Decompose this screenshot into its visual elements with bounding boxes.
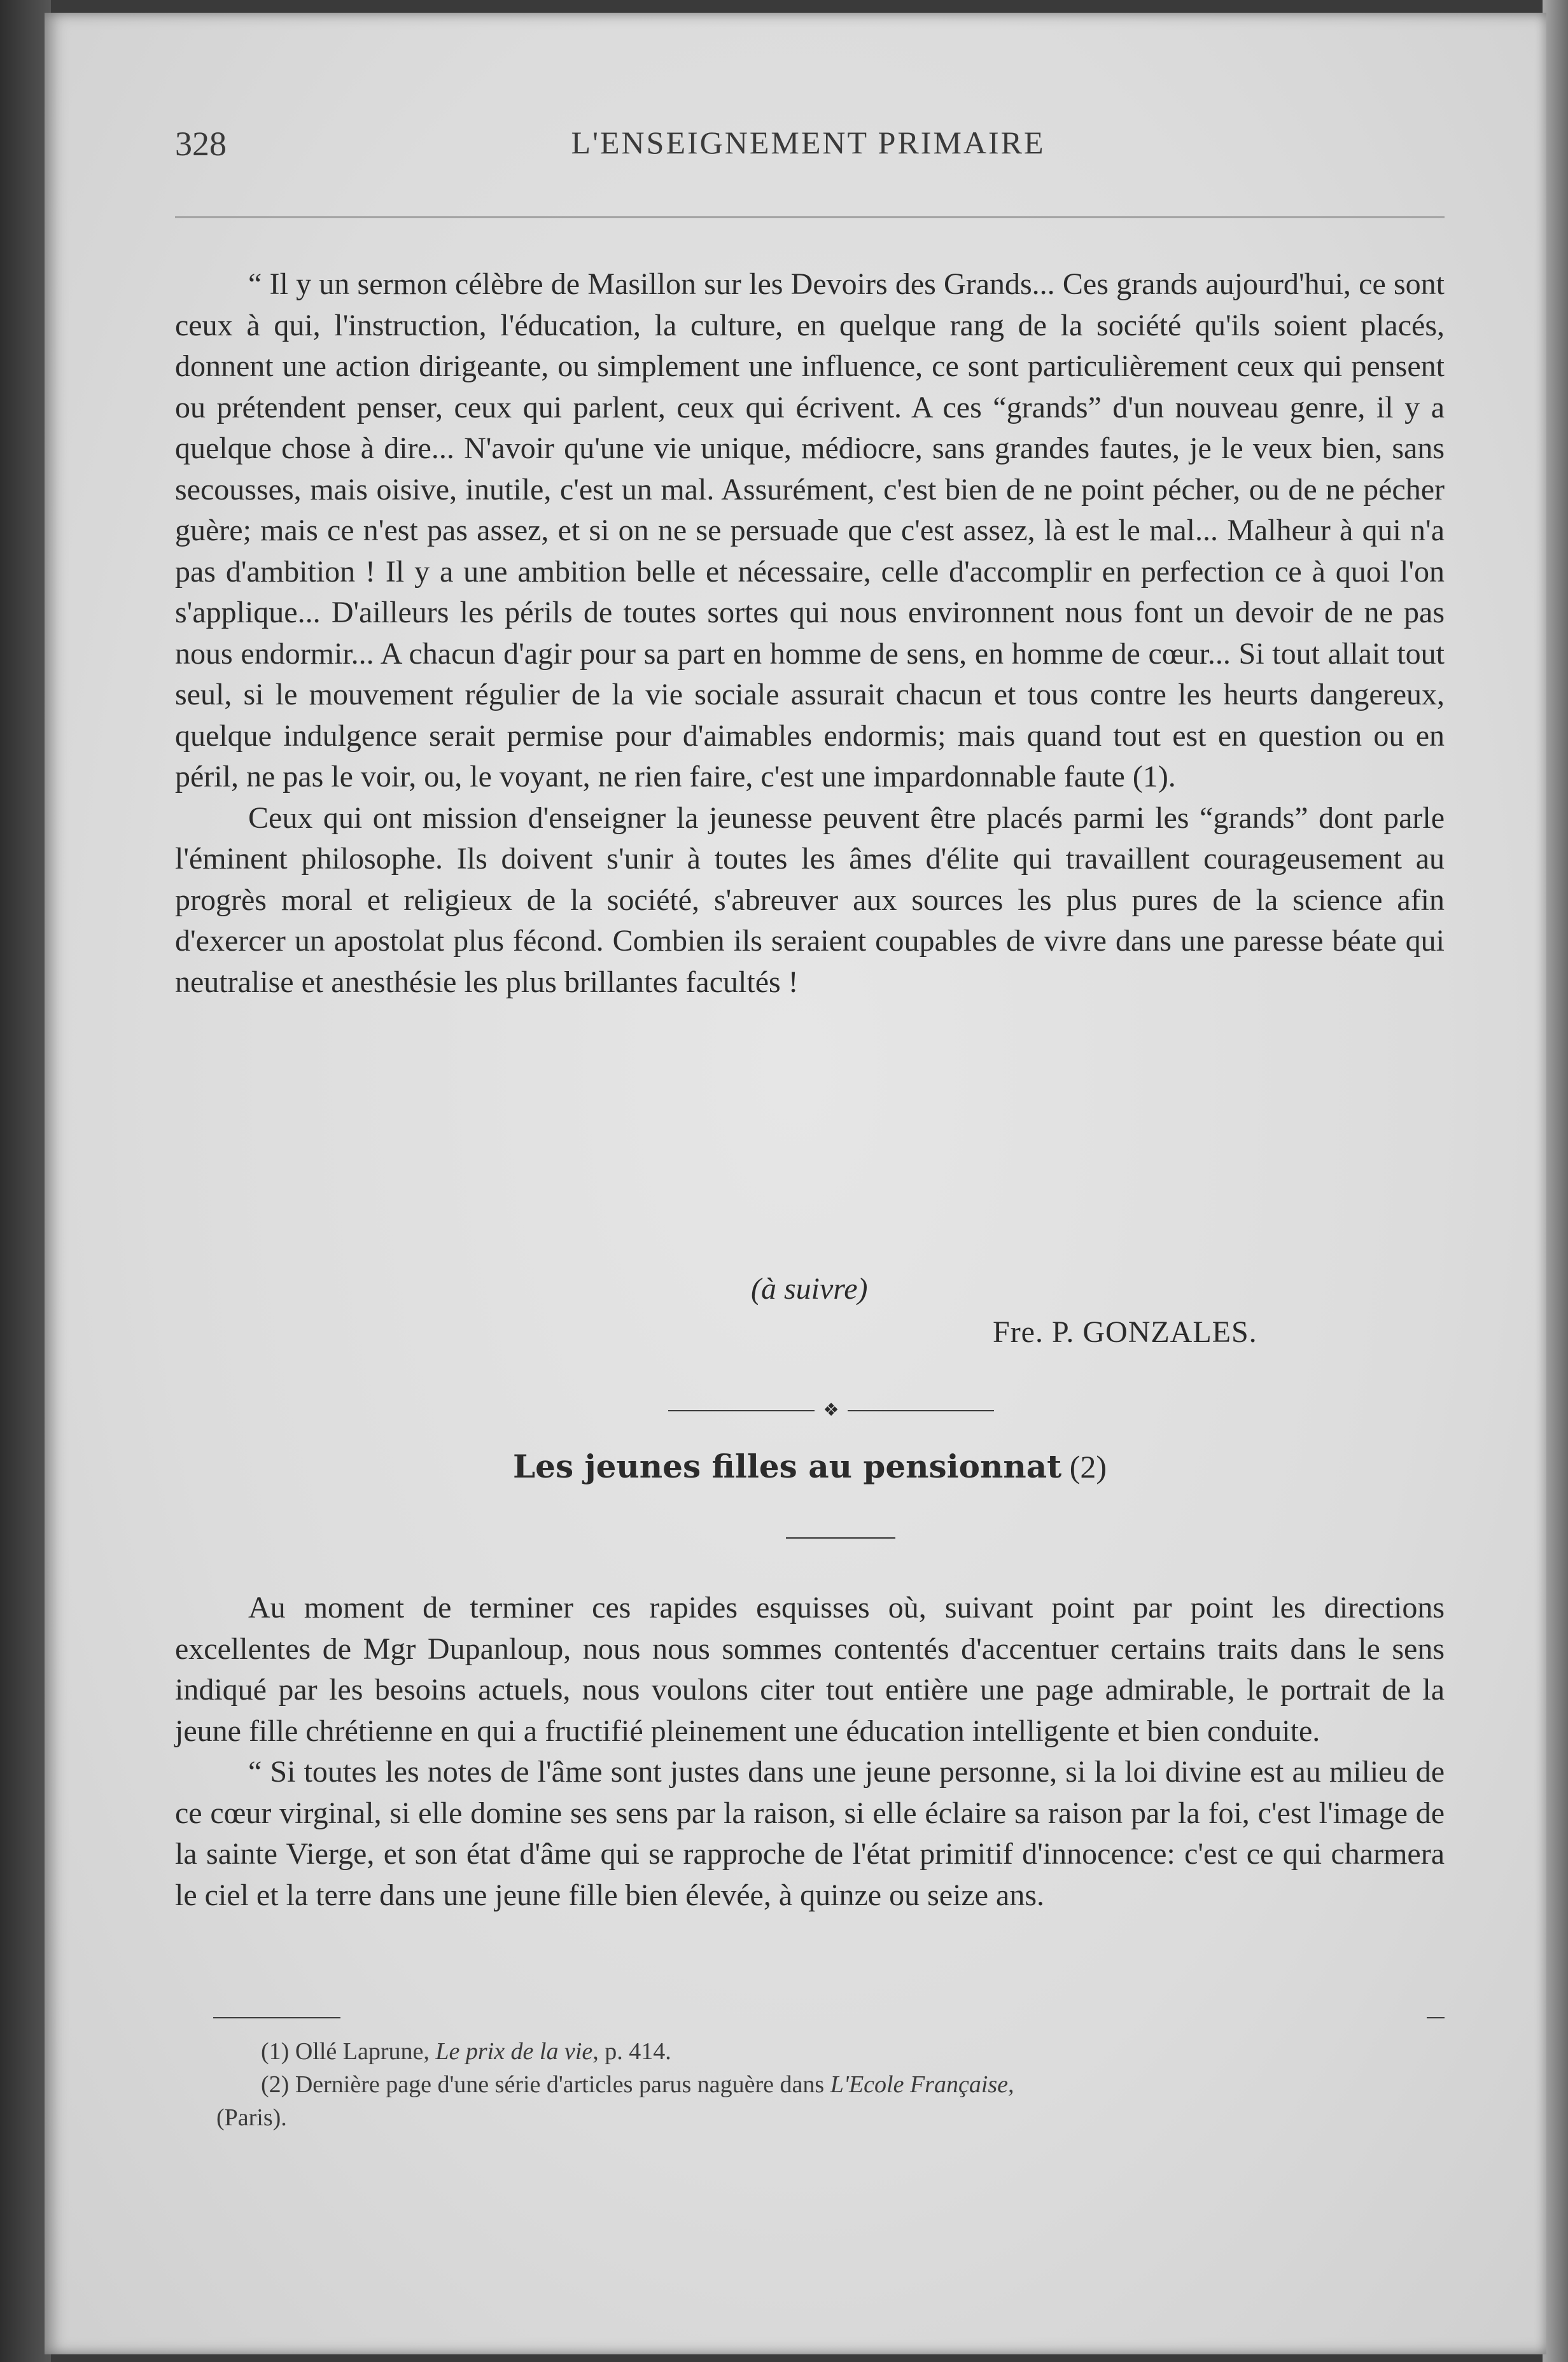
article-title-text: Les jeunes filles au pensionnat	[513, 1448, 1062, 1485]
footnote-mark: (1)	[261, 2038, 290, 2065]
page-number: 328	[175, 125, 227, 163]
article-paragraph: Au moment de terminer ces rapides esquisses où, suivant point par point les directions excellentes de Mgr Dupanloup, nous nous sommes contentés d'accentuer certains traits dans le sens indiqué par les besoins actuels, nous voulons citer tout entière une page admirable, le portrait de la jeune fille chrétienne en qui a fructifié pleinement une éducation intelligente et bien conduite.	[175, 1591, 1445, 1748]
scan-background-right	[1543, 0, 1568, 2362]
ornament-line-right	[848, 1410, 994, 1411]
commentary-paragraph: Ceux qui ont mission d'enseigner la jeunesse peuvent être placés parmi les “grands” dont parle l'éminent philosophe. Ils doivent s'unir à toutes les âmes d'élite qui travaillent courageusement au progrès moral et religieux de la société, s'abreuver aux sources les plus pures de la science afin d'exercer un apostolat plus fécond. Combien ils seraient coupables de vivre dans une paresse béate qui neutralise et anesthésie les plus brillantes facultés !	[175, 800, 1445, 999]
footnote-mark: (2)	[261, 2071, 290, 2098]
footnote-text: (Paris).	[216, 2104, 287, 2131]
article-body	[175, 1588, 1445, 1916]
scan-background-left	[0, 0, 51, 2362]
footnote-work-title: L'Ecole Française,	[830, 2071, 1014, 2098]
ornament-line-left	[668, 1410, 815, 1411]
journal-title: L'ENSEIGNEMENT PRIMAIRE	[571, 125, 1046, 160]
footnote-text: Dernière page d'une série d'articles parus naguère dans	[295, 2071, 830, 2098]
footnote-rule-line	[213, 2017, 340, 2018]
footnote-2-continuation	[175, 2101, 1445, 2134]
quotation-paragraph: “ Il y un sermon célèbre de Masillon sur les Devoirs des Grands... Ces grands aujourd'hui, ce sont ceux à qui, l'instruction, l'éducation, la culture, en quelque rang de la société qu'ils soient placés, donnent une action dirigeante, ou simplement une influence, ce sont particulièrement ceux qui pensent ou prétendent penser, ceux qui parlent, ceux qui écrivent. A ces “grands” d'un nouveau genre, il y a quelque chose à dire... N'avoir qu'une vie unique, médiocre, sans grandes fautes, je le veux bien, sans secousses, mais oisive, inutile, c'est un mal. Assurément, c'est bien de ne point pécher, ou de ne pécher guère; mais ce n'est pas assez, et si on ne se persuade que c'est assez, là est le mal... Malheur à qui n'a pas d'ambition ! Il y a une ambition belle et nécessaire, celle d'accomplir en perfection ce à quoi l'on s'applique... D'ailleurs les périls de toutes sortes qui nous environnent nous font un devoir de ne pas nous endormir... A chacun d'agir pour sa part en homme de sens, en homme de cœur... Si tout allait tout seul, si le mouvement régulier de la vie sociale assurait chacun et tous contre les heurts dangereux, quelque indulgence serait permise pour d'aimables endormis; mais quand tout est en question ou en péril, ne pas le voir, ou, le voyant, ne rien faire, c'est une impardonnable faute (1).	[175, 267, 1445, 793]
signature-block	[175, 1271, 1445, 1373]
article-title-note: (2)	[1069, 1449, 1107, 1485]
author-signature: Fre. P. GONZALES.	[993, 1315, 1257, 1349]
running-header	[175, 124, 1441, 175]
quotation-block	[175, 264, 1445, 1003]
section-ornament	[668, 1403, 994, 1418]
footnote-1	[175, 2035, 1445, 2068]
footnote-text: Ollé Laprune,	[295, 2038, 436, 2065]
footnotes	[175, 2035, 1445, 2134]
title-rule	[786, 1537, 895, 1539]
continued-note: (à suivre)	[751, 1272, 868, 1306]
footnote-text: , p. 414.	[592, 2038, 671, 2065]
article-title	[175, 1448, 1445, 1485]
footnote-2	[175, 2068, 1445, 2101]
article-paragraph: “ Si toutes les notes de l'âme sont justes dans une jeune personne, si la loi divine est au milieu de ce cœur virginal, si elle domine ses sens par la raison, si elle éclaire sa raison par la foi, c'est l'image de la sainte Vierge, et son état d'âme qui se rapproche de l'état primitif d'innocence: c'est ce qui charmera le ciel et la terre dans une jeune fille bien élevée, à quinze ou seize ans.	[175, 1755, 1445, 1912]
footnote-rule-tail	[1427, 2017, 1445, 2018]
footnote-work-title: Le prix de la vie	[435, 2038, 593, 2065]
ornament-glyph: ❖	[823, 1401, 839, 1420]
header-rule	[175, 216, 1445, 218]
